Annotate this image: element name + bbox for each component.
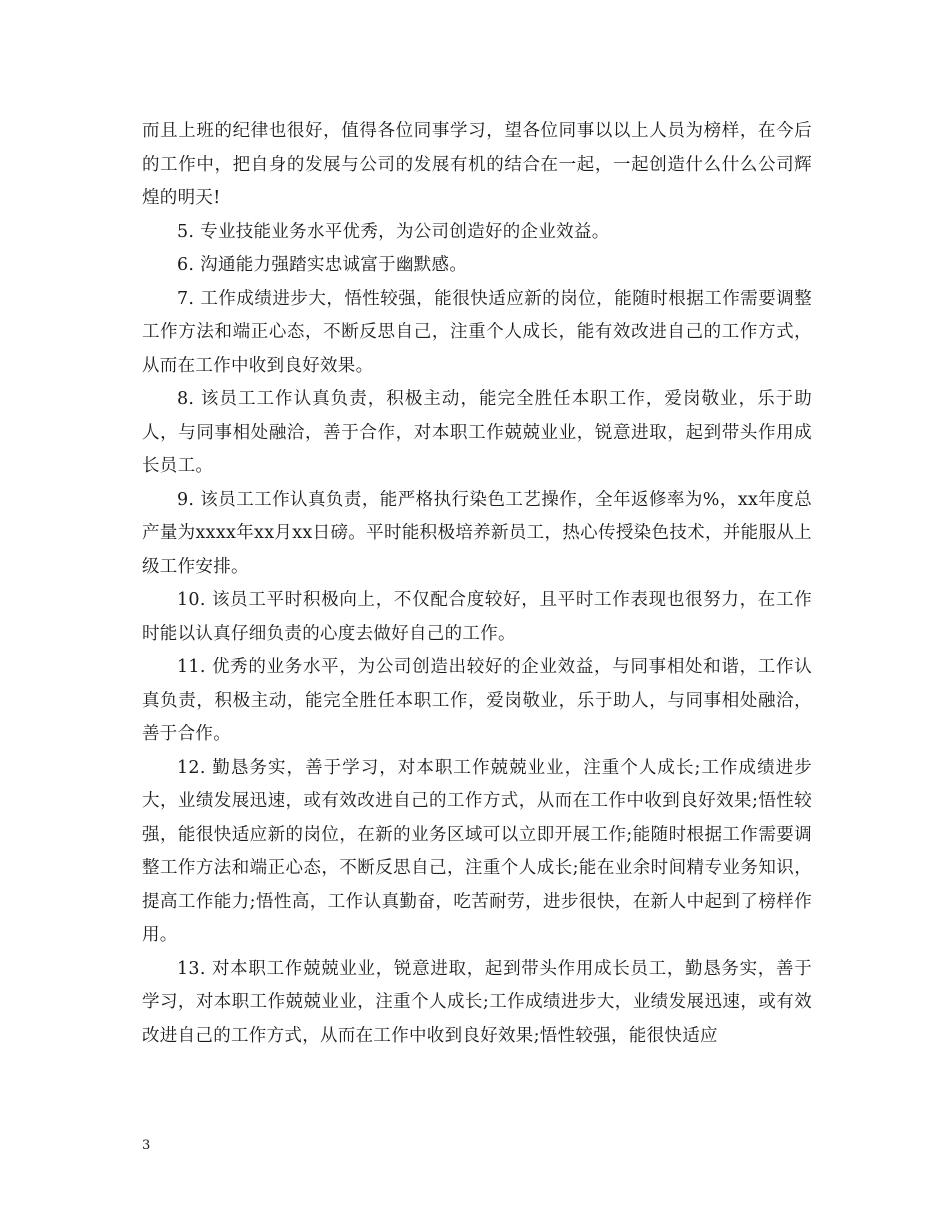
paragraph-item-5: 5. 专业技能业务水平优秀，为公司创造好的企业效益。 <box>177 221 610 242</box>
paragraph-item-8: 8. 该员工工作认真负责，积极主动，能完全胜任本职工作，爱岗敬业，乐于助人，与同事相处融洽，善于合作，对本职工作兢兢业业，锐意进取，起到带头作用成长员工。 <box>142 389 812 476</box>
paragraph-item-10: 10. 该员工平时积极向上，不仅配合度较好，且平时工作表现也很努力，在工作时能以认真仔细负责的心度去做好自己的工作。 <box>142 590 812 644</box>
paragraph-item-12: 12. 勤恳务实，善于学习，对本职工作兢兢业业，注重个人成长;工作成绩进步大，业绩发展迅速，或有效改进自己的工作方式，从而在工作中收到良好效果;悟性较强，能很快适应新的岗位，在新的业务区域可以立即开展工作;能随时根据工作需要调整工作方法和端正心态，不断反思自己，注重个人成长;能在业余时间精专业务知识，提高工作能力;悟性高，工作认真勤奋，吃苦耐劳，进步很快，在新人中起到了榜样作用。 <box>142 757 812 945</box>
paragraph-item-6: 6. 沟通能力强踏实忠诚富于幽默感。 <box>177 255 468 275</box>
paragraph-item-7: 7. 工作成绩进步大，悟性较强，能很快适应新的岗位，能随时根据工作需要调整工作方法和端正心态，不断反思自己，注重个人成长，能有效改进自己的工作方式，从而在工作中收到良好效果。 <box>142 288 812 376</box>
page-number: 3 <box>142 1138 151 1153</box>
paragraph-item-11: 11. 优秀的业务水平，为公司创造出较好的企业效益，与同事相处和谐，工作认真负责，积极主动，能完全胜任本职工作，爱岗敬业，乐于助人，与同事相处融洽，善于合作。 <box>142 657 812 744</box>
paragraph-continuation: 而且上班的纪律也很好，值得各位同事学习，望各位同事以以上人员为榜样，在今后的工作中，把自身的发展与公司的发展有机的结合在一起，一起创造什么什么公司辉煌的明天! <box>142 121 812 208</box>
paragraph-item-13: 13. 对本职工作兢兢业业，锐意进取，起到带头作用成长员工，勤恳务实，善于学习，对本职工作兢兢业业，注重个人成长;工作成绩进步大，业绩发展迅速，或有效改进自己的工作方式，从而在工作中收到良好效果;悟性较强，能很快适应 <box>142 958 812 1046</box>
document-body <box>142 115 812 1053</box>
paragraph-item-9: 9. 该员工工作认真负责，能严格执行染色工艺操作，全年返修率为%，xx年度总产量为xxxx年xx月xx日磅。平时能积极培养新员工，热心传授染色技术，并能服从上级工作安排。 <box>142 489 812 577</box>
